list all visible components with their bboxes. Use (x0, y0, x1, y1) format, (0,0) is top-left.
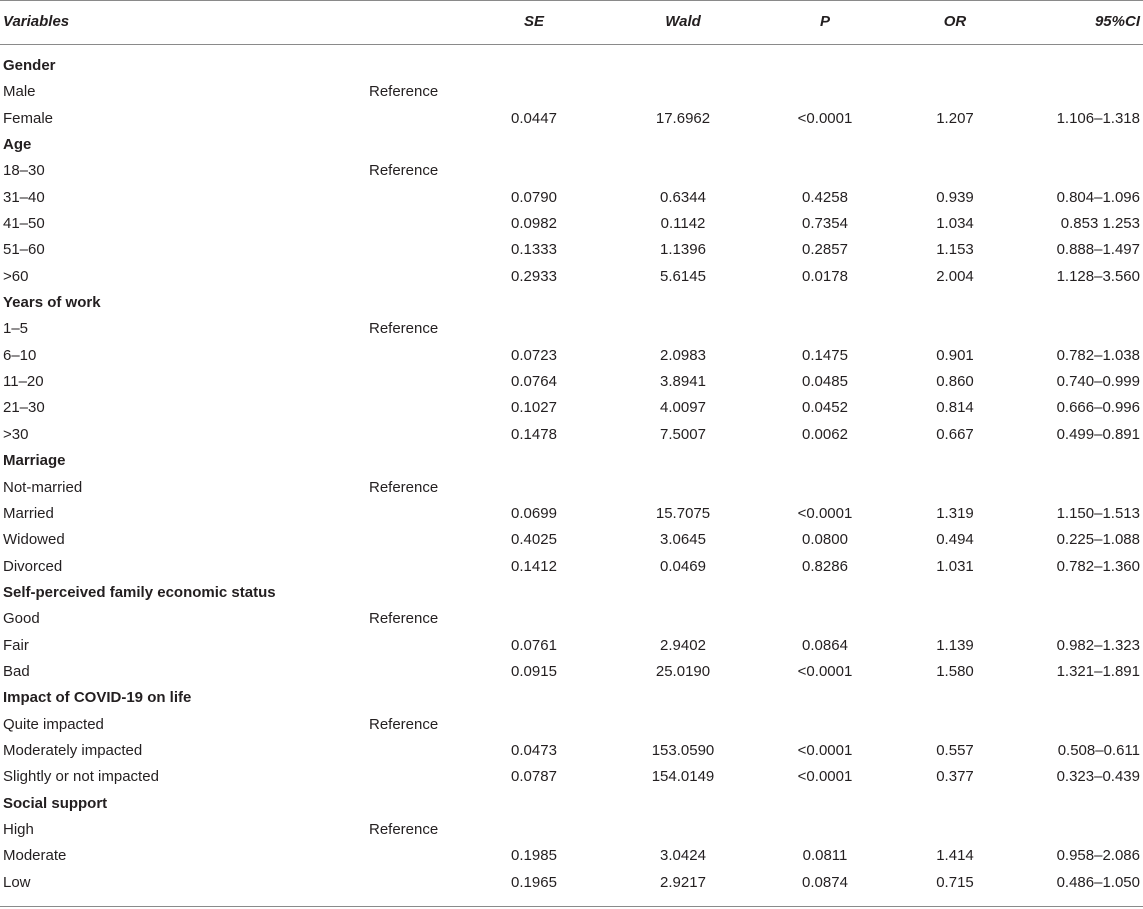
odds-ratio-cell: 0.814 (936, 399, 974, 417)
ci-cell: 0.804–1.096 (1056, 188, 1140, 206)
table-row (0, 871, 1143, 897)
variable-cell: Quite impacted (3, 715, 104, 733)
wald-cell: 2.9217 (660, 873, 706, 891)
table-row (0, 844, 1143, 870)
p-value-cell: 0.1475 (802, 346, 848, 364)
p-value-cell: <0.0001 (797, 768, 853, 786)
odds-ratio-cell: 0.715 (936, 873, 974, 891)
variable-cell: 11–20 (3, 373, 44, 391)
ci-cell: 0.782–1.038 (1056, 346, 1140, 364)
p-value-cell: 0.2857 (802, 241, 848, 259)
table-row (0, 80, 1143, 106)
variable-cell: Widowed (3, 531, 65, 549)
p-value-cell: 0.0800 (802, 531, 848, 549)
table-row (0, 317, 1143, 343)
odds-ratio-cell: 0.860 (936, 373, 974, 391)
ci-cell: 0.508–0.611 (1057, 741, 1140, 759)
odds-ratio-cell: 0.667 (936, 425, 974, 443)
odds-ratio-cell: 0.901 (936, 346, 974, 364)
table-row (0, 186, 1143, 212)
section-label: Gender (3, 57, 56, 74)
ci-cell: 0.958–2.086 (1056, 847, 1140, 865)
odds-ratio-cell: 1.139 (936, 636, 974, 654)
ci-cell: 0.225–1.088 (1056, 531, 1140, 549)
variable-cell: Good (3, 610, 40, 628)
table-row (0, 159, 1143, 185)
header-rule (0, 44, 1143, 45)
section-header-row (0, 133, 1143, 159)
table-row (0, 212, 1143, 238)
ci-cell: 1.321–1.891 (1056, 662, 1140, 680)
table-row (0, 476, 1143, 502)
wald-cell: 1.1396 (660, 241, 706, 259)
se-cell: 0.0447 (511, 109, 557, 127)
variable-cell: 41–50 (3, 215, 45, 233)
ci-cell: 0.666–0.996 (1056, 399, 1140, 417)
section-label: Age (3, 136, 32, 154)
section-header-row (0, 449, 1143, 475)
se-cell: 0.0790 (511, 188, 557, 206)
p-value-cell: <0.0001 (797, 109, 853, 127)
table-body (0, 54, 1143, 897)
section-header-row (0, 581, 1143, 607)
table-row (0, 818, 1143, 844)
reference-cell: Reference (369, 83, 439, 101)
se-cell: 0.0473 (511, 741, 557, 759)
variable-cell: 21–30 (3, 399, 45, 417)
variable-cell: 31–40 (3, 188, 45, 206)
wald-cell: 0.0469 (660, 557, 706, 575)
table-row (0, 607, 1143, 633)
header-variables: Variables (3, 13, 70, 30)
odds-ratio-cell: 0.557 (936, 741, 974, 759)
se-cell: 0.0982 (511, 215, 557, 233)
table-row (0, 238, 1143, 264)
wald-cell: 2.0983 (660, 346, 706, 364)
section-label: Marriage (3, 452, 66, 470)
section-header-row (0, 686, 1143, 712)
odds-ratio-cell: 1.207 (936, 109, 974, 127)
ci-cell: 0.853 1.253 (1060, 215, 1140, 233)
header-wald: Wald (665, 13, 701, 30)
p-value-cell: <0.0001 (797, 741, 853, 759)
ci-cell: 1.150–1.513 (1056, 504, 1140, 522)
ci-cell: 0.323–0.439 (1056, 768, 1140, 786)
section-header-row (0, 54, 1143, 80)
ci-cell: 0.499–0.891 (1056, 425, 1140, 443)
ci-cell: 0.782–1.360 (1056, 557, 1140, 575)
reference-cell: Reference (369, 610, 439, 628)
ci-cell: 0.888–1.497 (1056, 241, 1140, 259)
p-value-cell: <0.0001 (797, 504, 853, 522)
variable-cell: >30 (3, 425, 29, 443)
odds-ratio-cell: 1.414 (936, 847, 974, 865)
ci-cell: 0.740–0.999 (1056, 373, 1140, 391)
table-row (0, 713, 1143, 739)
table-row (0, 660, 1143, 686)
se-cell: 0.1027 (511, 399, 557, 417)
header-se: SE (523, 13, 544, 30)
wald-cell: 3.0645 (660, 531, 706, 549)
wald-cell: 3.0424 (660, 847, 706, 865)
wald-cell: 5.6145 (660, 267, 706, 285)
se-cell: 0.0723 (511, 346, 557, 364)
variable-cell: Moderate (3, 847, 67, 865)
table-bottom-rule (0, 906, 1143, 907)
variable-cell: High (3, 820, 34, 838)
table-row (0, 423, 1143, 449)
wald-cell: 154.0149 (651, 768, 715, 786)
wald-cell: 0.1142 (660, 215, 706, 233)
se-cell: 0.0761 (511, 636, 557, 654)
wald-cell: 4.0097 (660, 399, 706, 417)
variable-cell: Divorced (3, 557, 63, 575)
table-row (0, 528, 1143, 554)
section-label: Self-perceived family economic status (3, 583, 276, 601)
se-cell: 0.1965 (511, 873, 557, 891)
se-cell: 0.0699 (511, 504, 557, 522)
table-row (0, 555, 1143, 581)
se-cell: 0.2933 (511, 267, 557, 285)
variable-cell: Moderately impacted (3, 741, 143, 759)
p-value-cell: 0.4258 (802, 188, 848, 206)
section-header-row (0, 291, 1143, 317)
odds-ratio-cell: 1.580 (936, 662, 974, 680)
wald-cell: 153.0590 (651, 741, 715, 759)
table-row (0, 634, 1143, 660)
variable-cell: Female (3, 109, 54, 127)
variable-cell: 6–10 (3, 346, 37, 364)
reference-cell: Reference (369, 162, 439, 180)
odds-ratio-cell: 1.031 (936, 557, 974, 575)
header-ci: 95%CI (1094, 13, 1140, 30)
se-cell: 0.0915 (511, 662, 557, 680)
wald-cell: 17.6962 (655, 109, 711, 127)
p-value-cell: 0.0864 (802, 636, 848, 654)
p-value-cell: 0.0485 (802, 373, 848, 391)
p-value-cell: 0.8286 (802, 557, 848, 575)
variable-cell: 18–30 (3, 162, 45, 180)
p-value-cell: 0.0874 (802, 873, 848, 891)
se-cell: 0.0764 (511, 373, 557, 391)
section-label: Impact of COVID-19 on life (3, 689, 192, 707)
reference-cell: Reference (369, 715, 439, 733)
reference-cell: Reference (369, 320, 439, 338)
se-cell: 0.1412 (511, 557, 557, 575)
wald-cell: 2.9402 (660, 636, 706, 654)
wald-cell: 25.0190 (655, 662, 711, 680)
header-or: OR (943, 13, 967, 30)
se-cell: 0.0787 (511, 768, 557, 786)
table-row (0, 344, 1143, 370)
header-p: P (819, 13, 830, 30)
variable-cell: Slightly or not impacted (3, 768, 159, 786)
variable-cell: Fair (3, 636, 29, 654)
table-row (0, 107, 1143, 133)
ci-cell: 0.486–1.050 (1056, 873, 1140, 891)
wald-cell: 7.5007 (660, 425, 706, 443)
table-row (0, 502, 1143, 528)
p-value-cell: 0.0811 (802, 847, 848, 865)
table-row (0, 370, 1143, 396)
table-row (0, 739, 1143, 765)
variable-cell: Married (3, 504, 54, 522)
odds-ratio-cell: 1.153 (936, 241, 974, 259)
se-cell: 0.4025 (511, 531, 557, 549)
variable-cell: 51–60 (3, 241, 45, 259)
reference-cell: Reference (369, 820, 439, 838)
ci-cell: 1.128–3.560 (1056, 267, 1140, 285)
wald-cell: 3.8941 (660, 373, 706, 391)
odds-ratio-cell: 0.494 (936, 531, 974, 549)
se-cell: 0.1985 (511, 847, 557, 865)
variable-cell: Not-married (3, 478, 83, 496)
p-value-cell: 0.0452 (802, 399, 848, 417)
se-cell: 0.1333 (511, 241, 557, 259)
wald-cell: 15.7075 (655, 504, 711, 522)
table-row (0, 396, 1143, 422)
p-value-cell: 0.0178 (802, 267, 848, 285)
section-header-row (0, 792, 1143, 818)
section-label: Years of work (3, 294, 101, 312)
table-header (0, 0, 1143, 44)
odds-ratio-cell: 1.034 (936, 215, 974, 233)
variable-cell: >60 (3, 267, 29, 285)
table-row (0, 265, 1143, 291)
variable-cell: Bad (3, 662, 30, 680)
reference-cell: Reference (369, 478, 439, 496)
table-row (0, 765, 1143, 791)
p-value-cell: 0.7354 (802, 215, 848, 233)
se-cell: 0.1478 (511, 425, 557, 443)
odds-ratio-cell: 0.377 (936, 768, 974, 786)
p-value-cell: 0.0062 (802, 425, 848, 443)
section-label: Social support (3, 794, 108, 812)
odds-ratio-cell: 1.319 (936, 504, 974, 522)
variable-cell: 1–5 (3, 320, 29, 338)
variable-cell: Low (3, 873, 31, 891)
odds-ratio-cell: 2.004 (936, 267, 974, 285)
ci-cell: 0.982–1.323 (1056, 636, 1140, 654)
odds-ratio-cell: 0.939 (936, 188, 974, 206)
variable-cell: Male (3, 83, 36, 101)
wald-cell: 0.6344 (660, 188, 706, 206)
p-value-cell: <0.0001 (797, 662, 853, 680)
ci-cell: 1.106–1.318 (1056, 109, 1140, 127)
